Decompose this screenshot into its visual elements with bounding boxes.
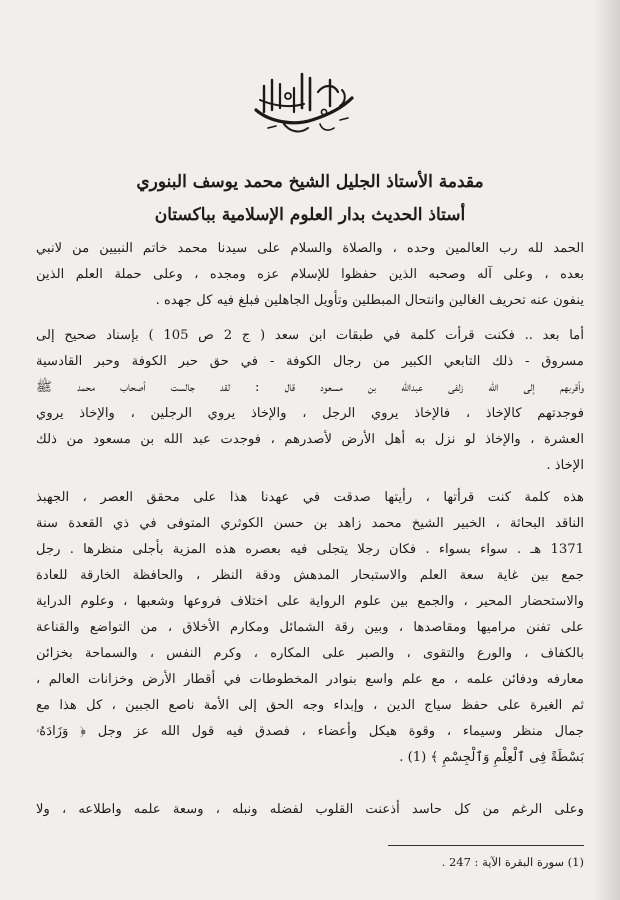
page-title: مقدمة الأستاذ الجليل الشيخ محمد يوسف البنوري — [136, 172, 484, 192]
footnote: (1) سورة البقرة الآية : 247 . — [441, 855, 584, 869]
text-line: أما بعد .. فكنت قرأت كلمة في طبقات ابن سعد ( ج 2 ص 105 ) بإسناد صحيح إلى — [36, 328, 584, 343]
text-line: وأقربهم إلى الله زلفى عبدالله بن مسعود قال : لقد جالست أصحاب محمد ﷺ — [36, 380, 584, 395]
text-line: والاستحضار المحير ، والجمع بين علوم الرواية على اختلاف فروعها وشعبها ، وعلوم الدراية — [36, 594, 584, 609]
basmala-calligraphy-drawing — [250, 68, 358, 140]
text-line: بالكفاف ، والورع والتقوى ، والصبر على المكاره ، وكرم النفس ، والسماحة بخزائن — [36, 646, 584, 661]
text-line: بَسْطَةً فِى ٱلْعِلْمِ وَٱلْجِسْمِ ﴾ (1) . — [399, 750, 584, 765]
text-line: ثم الغيرة على حفظ سياج الدين ، وإبداء وجه الحق إلى الأمة ناصع الجبين ، كل هذا مع — [36, 698, 584, 713]
basmala-calligraphy — [250, 68, 358, 140]
text-line: فوجدتهم كالإخاذ ، فالإخاذ يروي الرجل ، والإخاذ يروي الرجلين ، والإخاذ يروي — [36, 406, 584, 421]
text-line: على تفنن مراميها ومقاصدها ، وبين رقة الشمائل ومكارم الأخلاق ، من التواضع والقناعة — [36, 620, 584, 635]
paragraph-2 — [36, 323, 584, 479]
text-line: معارفه ودفائن علمه ، مع علم واسع بنوادر المخطوطات في أقطار الأرض وخزانات العالم ، — [36, 672, 584, 687]
page-subtitle: أستاذ الحديث بدار العلوم الإسلامية بباكستان — [154, 205, 466, 225]
text-line: الإخاذ . — [546, 458, 584, 473]
text-line: ينفون عنه تحريف الغالين وانتحال المبطلين وتأويل الجاهلين فبلغ فيه كل جهده . — [155, 293, 584, 308]
text-line: جمال منظر وسيماء ، وقوة هيكل وأعضاء ، فصدق فيه قول الله عز وجل ﴿ وَزَادَهُۥ — [36, 724, 584, 739]
text-line: بعده ، وعلى آله وصحبه الذين حفظوا للإسلام عزه ومجده ، وعلى حملة العلم الذين — [36, 267, 584, 282]
footnote-separator — [388, 845, 584, 846]
paragraph-1 — [36, 236, 584, 314]
text-line: 1371 هـ . سواء بسواء . فكان رجلا يتجلى فيه بعصره هذه المزية بأجلى منظرها . رجل — [36, 542, 584, 557]
paragraph-3 — [36, 485, 584, 771]
text-line: مسروق - ذلك التابعي الكبير من رجال الكوفة - في حق حبر الكوفة وحبر القادسية — [36, 354, 584, 369]
page-edge-shadow — [594, 0, 620, 900]
text-line: وعلى الرغم من كل حاسد أذعنت القلوب لفضله ونبله ، وسعة علمه واطلاعه ، ولا — [36, 802, 584, 817]
paragraph-4 — [36, 797, 584, 823]
text-line: العشرة ، والإخاذ لو نزل به أهل الأرض لأصدرهم ، فوجدت عبد الله بن مسعود من ذلك — [36, 432, 584, 447]
text-line: الحمد لله رب العالمين وحده ، والصلاة والسلام على سيدنا محمد خاتم النبيين من لانبي — [36, 241, 584, 256]
text-line: جمع بين غاية سعة العلم والاستبحار المدهش ودقة النظر ، والحافظة الخارقة للعادة — [36, 568, 584, 583]
text-line: هذه كلمة كنت قرأتها ، رأيتها صدقت في عهدنا هذا على محقق العصر ، الجهبذ — [36, 490, 584, 505]
text-line: الناقد البحاثة ، الخبير الشيخ محمد زاهد بن حسن الكوثري المتوفى في ذي القعدة سنة — [36, 516, 584, 531]
